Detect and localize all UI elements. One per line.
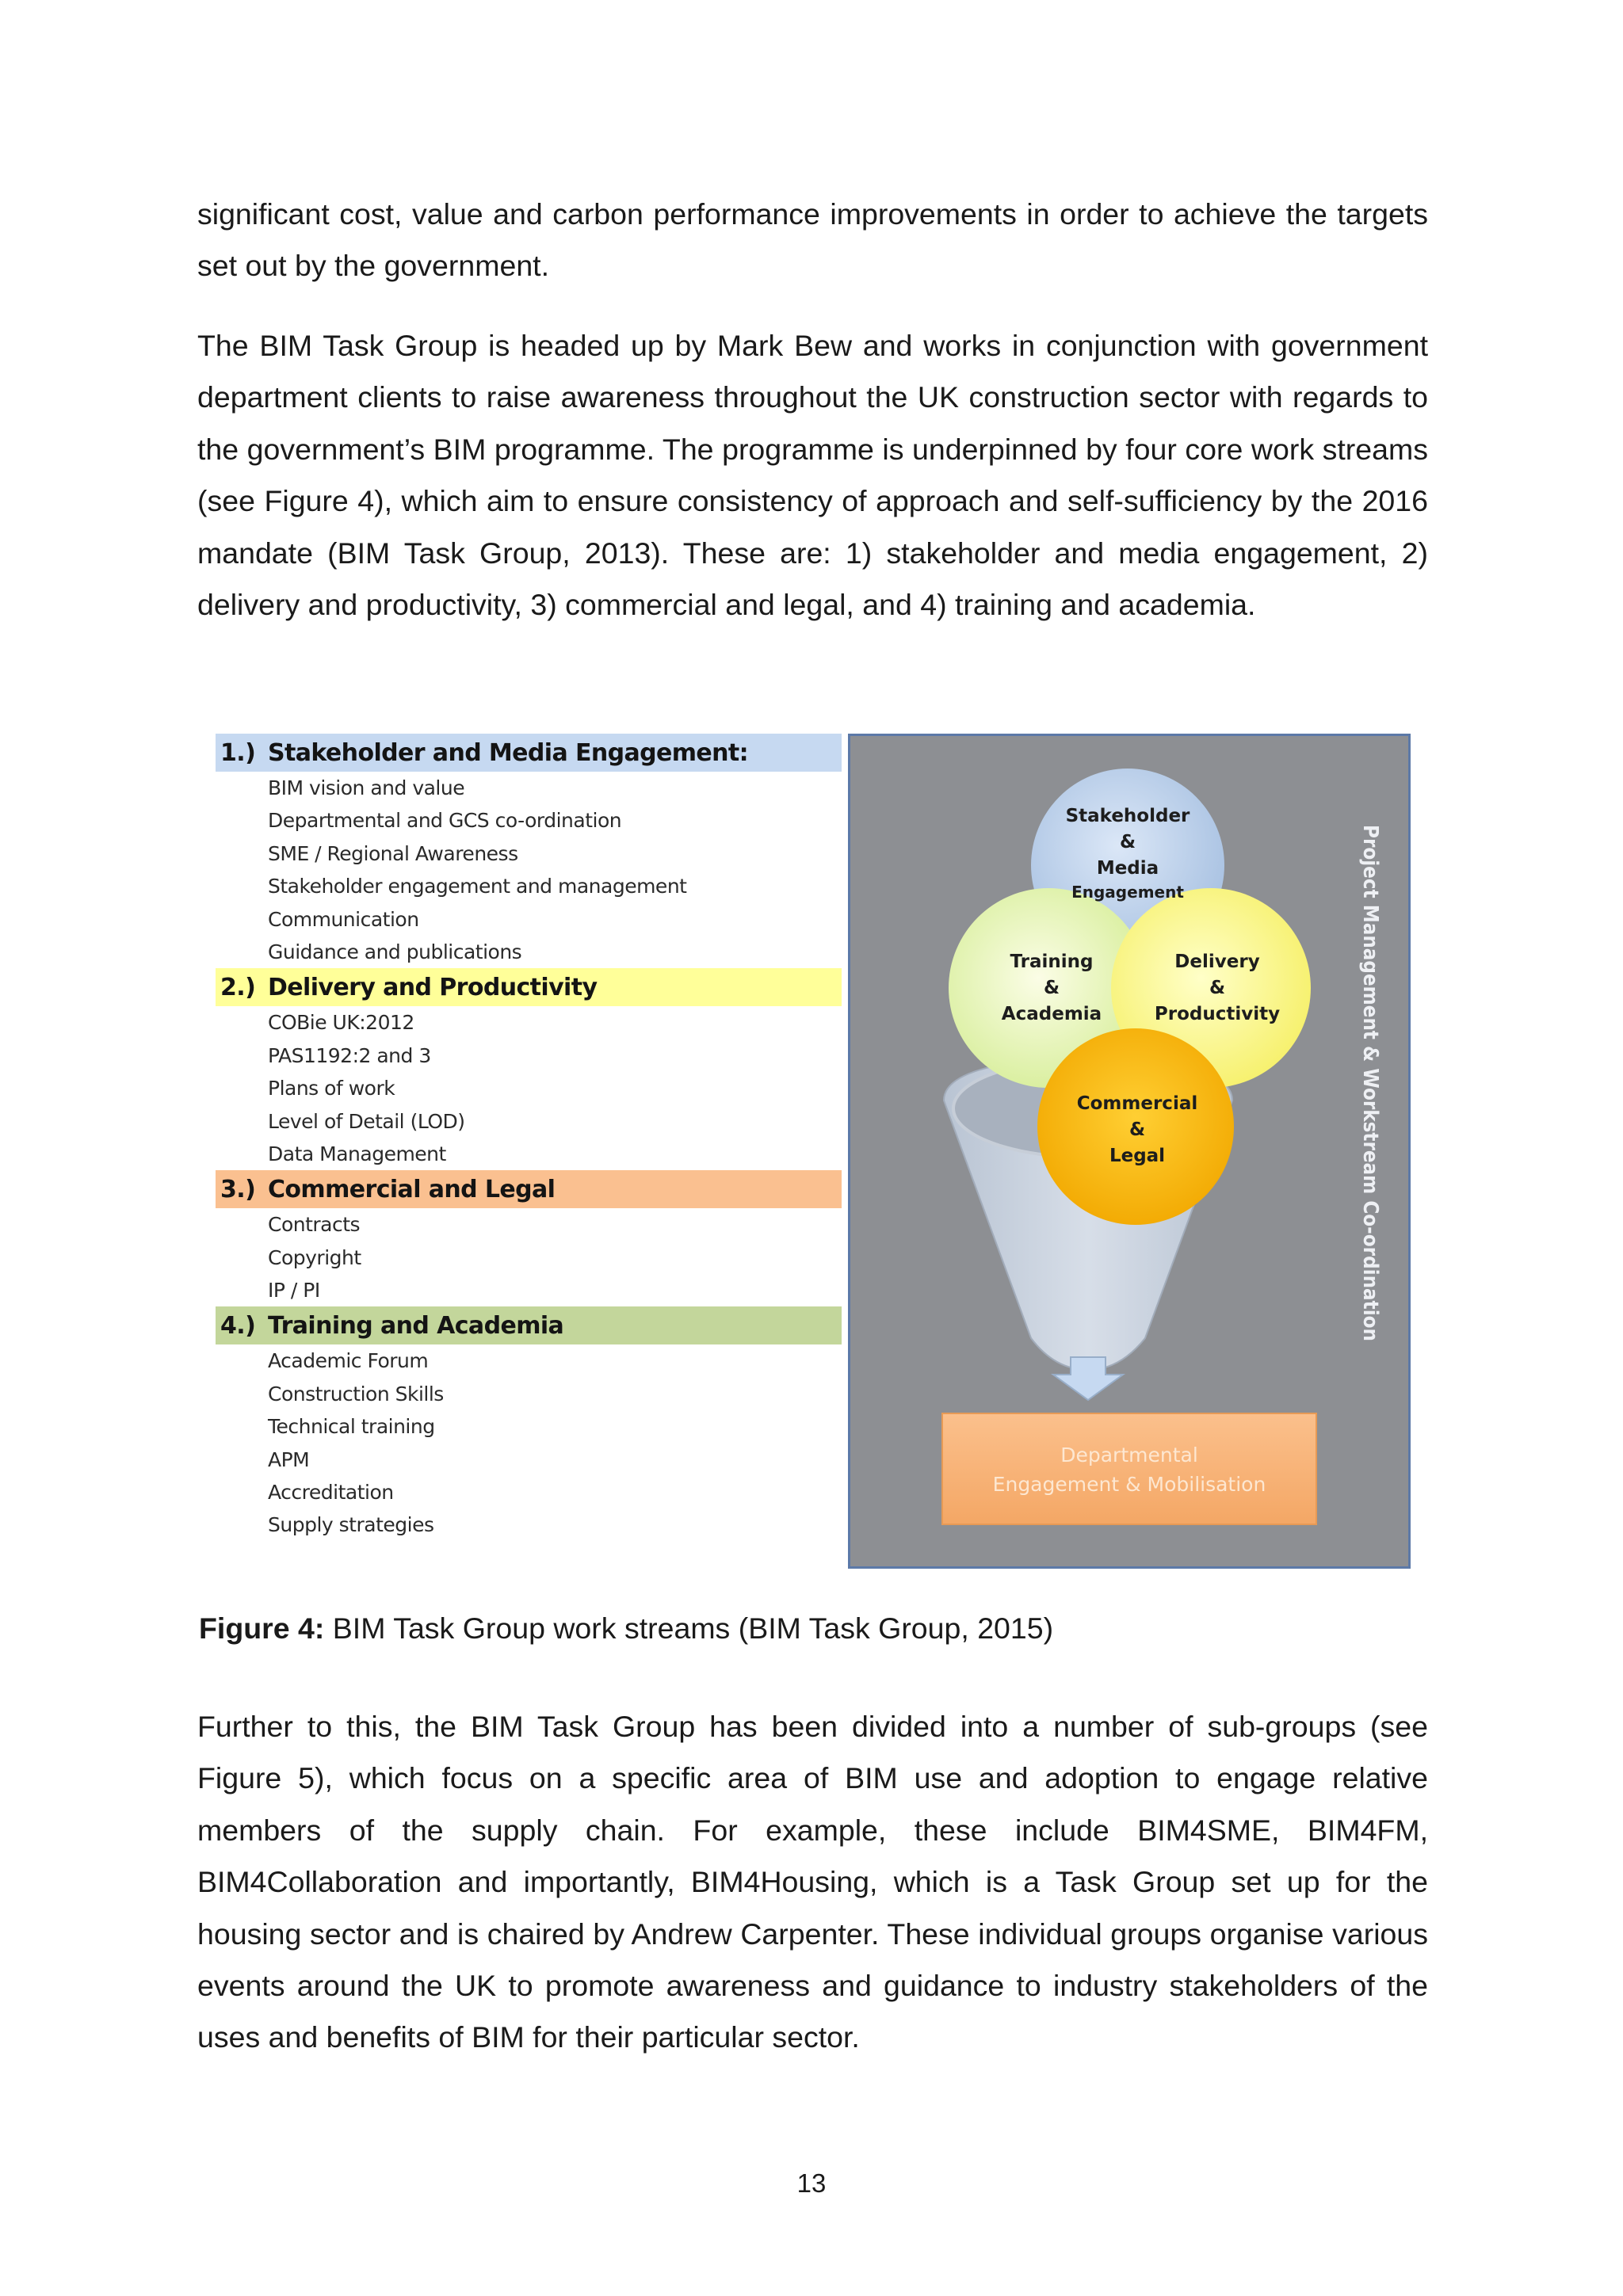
workstream-3 (216, 1170, 842, 1306)
list-item: Communication (268, 907, 419, 931)
caption-label: Figure 4: (199, 1611, 325, 1645)
page-number: 13 (796, 2168, 827, 2198)
stakeholder-line-1: Stakeholder (1065, 806, 1190, 826)
workstream-list (216, 734, 842, 1542)
list-item: Supply strategies (268, 1513, 434, 1537)
stakeholder-line-4: Engagement (1071, 883, 1184, 902)
training-line-3: Academia (1001, 1004, 1102, 1024)
workstream-heading: 3.) Commercial and Legal (216, 1170, 842, 1208)
list-item: APM (268, 1447, 310, 1471)
output-line-1: Departmental (1060, 1444, 1198, 1466)
diagram-graphic (850, 736, 1408, 1566)
list-item: Construction Skills (268, 1382, 444, 1405)
list-item: Accreditation (268, 1481, 394, 1505)
output-box (942, 1413, 1316, 1524)
list-item: Guidance and publications (268, 940, 522, 963)
list-item: Stakeholder engagement and management (268, 875, 687, 898)
paragraph-intro: significant cost, value and carbon performance improvements in order to achieve the targets set out by the government. (197, 197, 1428, 283)
commercial-line-2: & (1128, 1119, 1146, 1140)
output-line-2: Engagement & Mobilisation (992, 1473, 1266, 1496)
list-item: Academic Forum (268, 1349, 429, 1373)
list-item: SME / Regional Awareness (268, 841, 518, 865)
list-item: PAS1192:2 and 3 (268, 1043, 431, 1067)
list-item: Technical training (268, 1415, 435, 1439)
workstream-heading: 1.) Stakeholder and Media Engagement: (216, 734, 842, 772)
training-line-1: Training (1010, 952, 1094, 972)
stakeholder-line-3: Media (1096, 858, 1159, 879)
workstream-diagram (848, 734, 1411, 1569)
list-item: Plans of work (268, 1077, 395, 1100)
delivery-line-2: & (1209, 978, 1226, 998)
list-item: BIM vision and value (268, 776, 465, 799)
list-item: Copyright (268, 1245, 361, 1269)
paragraph-bim-task-group: The BIM Task Group is headed up by Mark Bew and works in conjunction with government department clients to raise awareness throughout the UK construction sector with regards to the government’s BIM programme. The programme is underpinned by four core work streams (see Figure 4), which aim to ensure consistency of approach and self-sufficiency by the 2016 mandate (BIM Task Group, 2013). These are: 1) stakeholder and media engagement, 2) delivery and productivity, 3) commercial and legal, and 4) training and academia. (197, 329, 1428, 622)
list-item: Contracts (268, 1213, 361, 1237)
list-item: COBie UK:2012 (268, 1011, 414, 1035)
caption-text: BIM Task Group work streams (BIM Task Group, 2015) (324, 1611, 1054, 1645)
delivery-line-1: Delivery (1174, 952, 1260, 972)
workstream-heading: 2.) Delivery and Productivity (216, 968, 842, 1006)
workstream-1 (216, 734, 842, 968)
delivery-line-3: Productivity (1154, 1004, 1281, 1024)
list-item: Departmental and GCS co-ordination (268, 809, 622, 833)
list-item: Level of Detail (LOD) (268, 1109, 465, 1133)
commercial-line-1: Commercial (1076, 1093, 1198, 1114)
commercial-line-3: Legal (1109, 1146, 1166, 1166)
workstream-4 (216, 1306, 842, 1541)
workstream-heading: 4.) Training and Academia (216, 1306, 842, 1344)
side-label: Project Management & Workstream Co-ordination (1358, 825, 1382, 1394)
list-item: IP / PI (268, 1279, 320, 1302)
paragraph-sub-groups: Further to this, the BIM Task Group has been divided into a number of sub-groups (see Figure 5), which focus on a specific area of BIM use and adoption to engage relative members of the supply chain. For example, these include BIM4SME, BIM4FM, BIM4Collaboration and importantly, BIM4Housing, which is a Task Group set up for the housing sector and is chaired by Andrew Carpenter. These individual groups organise various events around the UK to promote awareness and guidance to industry stakeholders of the uses and benefits of BIM for their particular sector. (197, 1710, 1428, 2054)
list-item: Data Management (268, 1142, 446, 1165)
workstream-2 (216, 968, 842, 1170)
training-line-2: & (1043, 978, 1060, 998)
figure-caption (199, 1604, 1053, 1652)
stakeholder-line-2: & (1119, 832, 1136, 852)
